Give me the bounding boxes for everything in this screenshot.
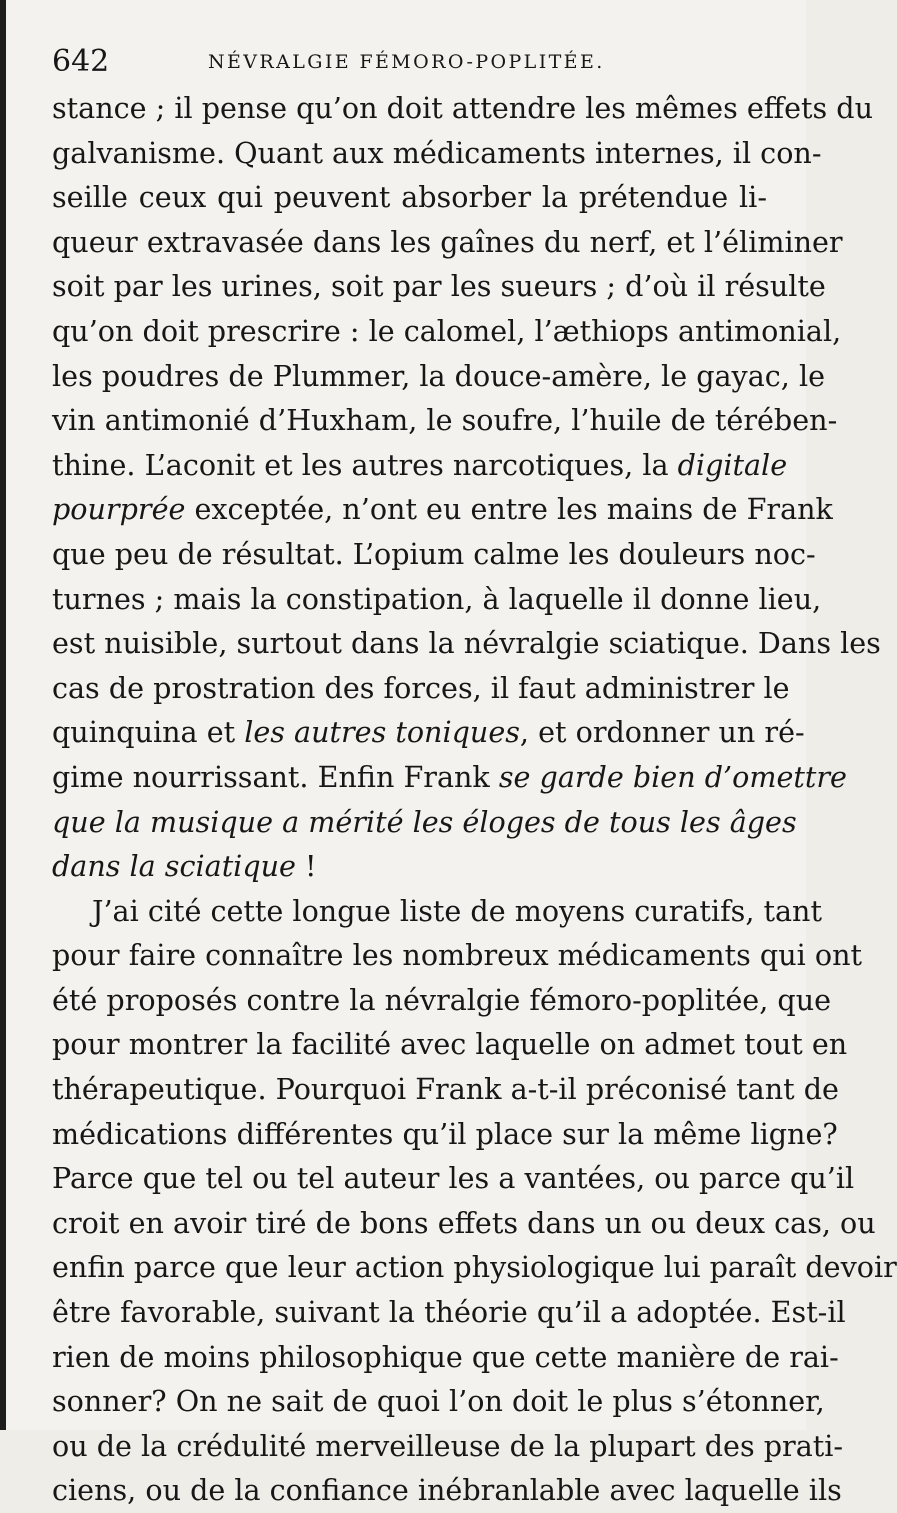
line-text: est nuisible, surtout dans la névralgie sciatique. Dans les	[52, 626, 881, 661]
line-text: thine. L’aconit et les autres narcotiques, la	[52, 447, 678, 482]
line-text: J’ai cité cette longue liste de moyens curatifs, tant	[92, 893, 822, 928]
line-text: être favorable, suivant la théorie qu’il a adoptée. Est-il	[52, 1295, 846, 1330]
text-line	[52, 1290, 846, 1335]
text-line	[52, 175, 767, 220]
line-text: !	[295, 849, 317, 884]
line-text: croit en avoir tiré de bons effets dans un ou deux cas, ou	[52, 1205, 876, 1240]
line-text: que peu de résultat. L’opium calme les douleurs noc-	[52, 536, 816, 571]
text-line	[52, 577, 822, 622]
body-text	[52, 86, 897, 1513]
line-text: gime nourrissant. Enfin Frank	[52, 759, 499, 794]
italic-text: que la musique a mérité les éloges de tous les âges	[52, 804, 797, 839]
text-line	[52, 1379, 825, 1424]
text-line	[52, 1468, 842, 1513]
text-line	[52, 487, 833, 532]
line-text: exceptée, n’ont eu entre les mains de Frank	[185, 492, 833, 527]
text-line	[52, 710, 805, 755]
line-text: médications différentes qu’il place sur la même ligne?	[52, 1116, 838, 1151]
line-text: cas de prostration des forces, il faut administrer le	[52, 670, 790, 705]
text-line	[52, 1335, 839, 1380]
italic-text: les autres toniques	[244, 715, 520, 750]
line-text: les poudres de Plummer, la douce-amère, le gayac, le	[52, 358, 826, 393]
text-line	[52, 1424, 844, 1469]
italic-text: digitale	[677, 447, 788, 482]
text-line	[52, 220, 843, 265]
text-line	[52, 86, 873, 131]
text-line	[52, 978, 832, 1023]
italic-text: se garde bien d’omettre	[498, 759, 847, 794]
line-text: ou de la crédulité merveilleuse de la plupart des prati-	[52, 1428, 844, 1463]
text-line	[52, 1156, 855, 1201]
italic-text: dans la sciatique	[52, 849, 296, 884]
line-text: sonner? On ne sait de quoi l’on doit le plus s’étonner,	[52, 1384, 825, 1419]
line-text: seille ceux qui peuvent absorber la prétendue li-	[52, 180, 767, 215]
text-line	[52, 131, 822, 176]
text-line	[52, 443, 788, 488]
line-text: qu’on doit prescrire : le calomel, l’æthiops antimonial,	[52, 313, 842, 348]
line-text: pour faire connaître les nombreux médicaments qui ont	[52, 938, 862, 973]
line-text: enfin parce que leur action physiologique lui paraît devoir	[52, 1250, 897, 1285]
page-header	[52, 42, 772, 82]
page-number: 642	[52, 44, 110, 79]
line-text: été proposés contre la névralgie fémoro-poplitée, que	[52, 982, 832, 1017]
line-text: queur extravasée dans les gaînes du nerf, et l’éliminer	[52, 224, 843, 259]
line-text: soit par les urines, soit par les sueurs ; d’où il résulte	[52, 269, 826, 304]
text-line	[52, 800, 797, 845]
text-line	[52, 933, 862, 978]
text-line	[52, 398, 838, 443]
line-text: galvanisme. Quant aux médicaments internes, il con-	[52, 135, 822, 170]
line-text: , et ordonner un ré-	[519, 715, 805, 750]
text-line	[52, 1112, 838, 1157]
line-text: stance ; il pense qu’on doit attendre les mêmes effets du	[52, 91, 873, 125]
text-line	[52, 309, 842, 354]
line-text: rien de moins philosophique que cette manière de rai-	[52, 1339, 839, 1374]
text-line	[52, 666, 790, 711]
text-line	[52, 1067, 839, 1112]
text-line	[52, 621, 881, 666]
text-line	[52, 1245, 897, 1290]
text-line	[52, 264, 826, 309]
line-text: turnes ; mais la constipation, à laquelle il donne lieu,	[52, 581, 822, 616]
line-text: quinquina et	[52, 715, 245, 750]
italic-text: pourprée	[52, 492, 186, 527]
line-text: thérapeutique. Pourquoi Frank a-t-il préconisé tant de	[52, 1072, 839, 1107]
text-line	[52, 1201, 876, 1246]
text-line	[52, 532, 816, 577]
text-line	[52, 755, 847, 800]
line-text: Parce que tel ou tel auteur les a vantées, ou parce qu’il	[52, 1161, 855, 1196]
line-text: vin antimonié d’Huxham, le soufre, l’huile de térében-	[52, 403, 838, 438]
text-line	[52, 844, 767, 889]
running-title: NÉVRALGIE FÉMORO-POPLITÉE.	[208, 51, 605, 73]
text-line	[52, 354, 826, 399]
line-text: ciens, ou de la confiance inébranlable avec laquelle ils	[52, 1473, 842, 1508]
line-text: pour montrer la facilité avec laquelle on admet tout en	[52, 1027, 848, 1062]
text-line	[52, 889, 822, 934]
text-line	[52, 1022, 848, 1067]
